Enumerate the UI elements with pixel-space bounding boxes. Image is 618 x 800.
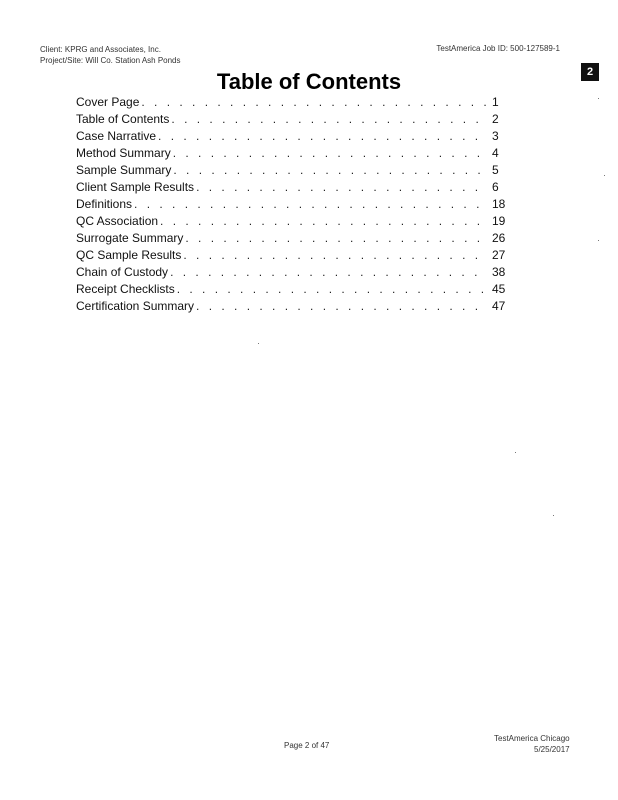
toc-entry-receipt-checklists[interactable] — [76, 282, 516, 299]
scan-speck — [598, 98, 599, 99]
toc-page-number: 3 — [492, 129, 499, 143]
toc-label: Cover Page — [76, 95, 140, 109]
toc-entry-chain-of-custody[interactable] — [76, 265, 516, 282]
toc-label: Client Sample Results — [76, 180, 195, 194]
toc-entry-cover-page[interactable] — [76, 95, 516, 112]
toc-page-number: 38 — [492, 265, 506, 279]
toc-label: Definitions — [76, 197, 133, 211]
toc-label: Chain of Custody — [76, 265, 169, 279]
dot-leader — [171, 112, 486, 126]
dot-leader — [196, 299, 486, 313]
footer-lab-name: TestAmerica Chicago — [494, 734, 570, 743]
toc-entry-client-sample-results[interactable] — [76, 180, 516, 197]
scan-speck — [598, 240, 599, 241]
client-name: Client: KPRG and Associates, Inc. — [40, 45, 161, 54]
scan-speck — [553, 515, 554, 516]
toc-page-number: 1 — [492, 95, 499, 109]
toc-entry-sample-summary[interactable] — [76, 163, 516, 180]
dot-leader — [183, 248, 486, 262]
dot-leader — [173, 146, 486, 160]
toc-entry-qc-association[interactable] — [76, 214, 516, 231]
toc-label: QC Sample Results — [76, 248, 182, 262]
toc-page-number: 47 — [492, 299, 506, 313]
toc-label: Certification Summary — [76, 299, 195, 313]
job-id: TestAmerica Job ID: 500-127589-1 — [436, 44, 560, 53]
toc-entry-definitions[interactable] — [76, 197, 516, 214]
toc-page-number: 6 — [492, 180, 499, 194]
toc-label: Receipt Checklists — [76, 282, 175, 296]
toc-entry-case-narrative[interactable] — [76, 129, 516, 146]
page-title: Table of Contents — [216, 69, 402, 94]
toc-entry-surrogate-summary[interactable] — [76, 231, 516, 248]
header-client-block — [40, 44, 181, 66]
scan-speck — [258, 343, 259, 344]
toc-label: Method Summary — [76, 146, 171, 160]
dot-leader — [196, 180, 486, 194]
toc-page-number: 2 — [492, 112, 499, 126]
toc-label: Case Narrative — [76, 129, 157, 143]
toc-label: Surrogate Summary — [76, 231, 184, 245]
toc-page-number: 4 — [492, 146, 499, 160]
table-of-contents — [76, 95, 516, 316]
toc-entry-table-of-contents[interactable] — [76, 112, 516, 129]
toc-page-number: 5 — [492, 163, 499, 177]
dot-leader — [160, 214, 486, 228]
toc-page-number: 45 — [492, 282, 506, 296]
toc-label: Sample Summary — [76, 163, 172, 177]
dot-leader — [158, 129, 486, 143]
toc-page-number: 18 — [492, 197, 506, 211]
dot-leader — [141, 95, 486, 109]
dot-leader — [185, 231, 486, 245]
toc-entry-method-summary[interactable] — [76, 146, 516, 163]
footer-page-number: Page 2 of 47 — [284, 741, 330, 750]
toc-label: Table of Contents — [76, 112, 170, 126]
dot-leader — [134, 197, 486, 211]
toc-page-number: 19 — [492, 214, 506, 228]
footer-date: 5/25/2017 — [534, 745, 570, 754]
toc-entry-certification-summary[interactable] — [76, 299, 516, 316]
scan-speck — [604, 175, 605, 176]
page-badge: 2 — [581, 63, 599, 81]
dot-leader — [170, 265, 486, 279]
project-site: Project/Site: Will Co. Station Ash Ponds — [40, 56, 181, 65]
footer-lab-block — [494, 733, 570, 755]
dot-leader — [177, 282, 486, 296]
toc-entry-qc-sample-results[interactable] — [76, 248, 516, 265]
toc-page-number: 27 — [492, 248, 506, 262]
dot-leader — [173, 163, 486, 177]
toc-page-number: 26 — [492, 231, 506, 245]
scan-speck — [515, 452, 516, 453]
toc-label: QC Association — [76, 214, 159, 228]
